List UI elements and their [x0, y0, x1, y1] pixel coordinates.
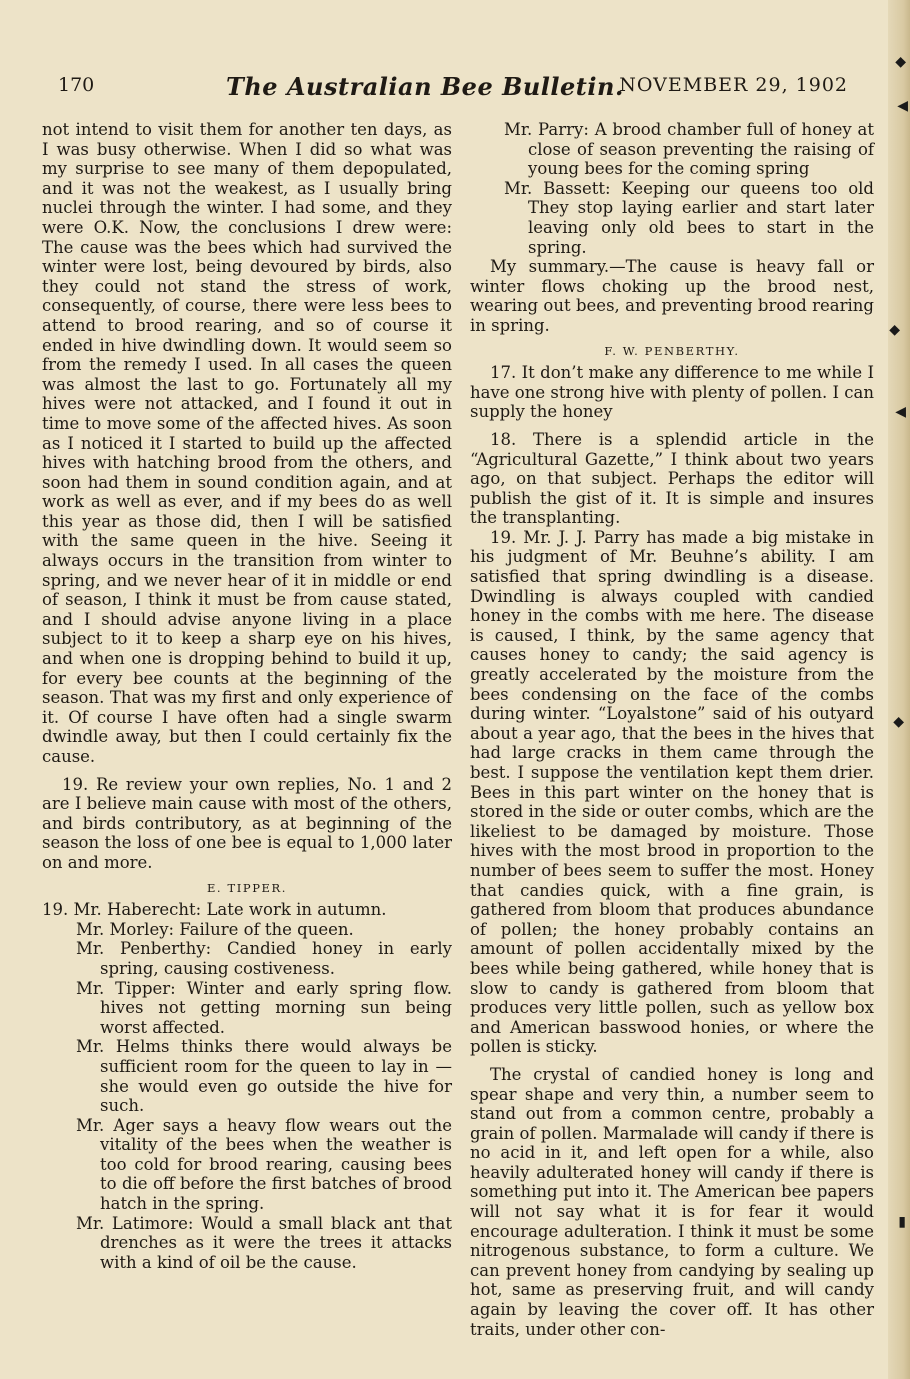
paragraph: 19. Re review your own replies, No. 1 and 2 are I believe main cause with most of the others, and birds contributory, as at beginning of the season the loss of one bee is equal to 1,000 later on and more. — [42, 774, 452, 872]
paragraph: 18. There is a splendid article in the “Agricultural Gazette,” I think about two years ago, on that subject. Perhaps the editor will publish the gist of it. It is simple and insures the transplanting. — [470, 429, 874, 528]
margin-mark: ◀ — [897, 98, 908, 114]
margin-mark: ◆ — [895, 54, 906, 70]
list-item: Mr. Penberthy: Candied honey in early spring, causing costiveness. — [76, 939, 452, 978]
list-item: Mr. Latimore: Would a small black ant that drenches as it were the trees it attacks with a kind of oil be the cause. — [76, 1213, 452, 1272]
list-item: Mr. Ager says a heavy flow wears out the vitality of the bees when the weather is too cold for brood rearing, causing bees to die off before the first batches of brood hatch in the spring. — [76, 1115, 452, 1214]
list-item: Mr. Parry: A brood chamber full of honey at close of season preventing the raising of young bees for the coming spring — [504, 120, 874, 179]
paragraph: not intend to visit them for another ten days, as I was busy otherwise. When I did so what was my surprise to see many of them depopulated, and it was not the weakest, as I usually bring nuclei through the winter. I had some, and they were O.K. Now, the conclusions I drew were: The cause was the bees which had survived the winter were lost, being devoured by birds, also they could not stand the stress of work, consequently, of course, there were less bees to attend to brood rearing, and so of course it ended in hive dwindling down. It would seem so from the remedy I used. In all cases the queen was almost the last to go. Fortunately all my hives were not attacked, and I found it out in time to move some of the affected hives. As soon as I noticed it I started to build up the affected hives with hatching brood from the others, and soon had them in sound condition again, and at work as well as ever, and if my bees do as well this year as those did, then I will be satisfied with the same queen in the hive. Seeing it always occurs in the transition from winter to spring, and we never hear of it in middle or end of season, I think it must be from cause stated, and I should advise anyone living in a place subject to it to keep a sharp eye on his hives, and when one is dropping behind to build it up, for every bee counts at the beginning of the season. That was my first and only experience of it. Of course I have often had a single swarm dwindle away, but then I could certainly fix the cause. — [42, 120, 452, 766]
paragraph: The crystal of candied honey is long and spear shape and very thin, a number seem to stand out from a common centre, probably a grain of pollen. Marmalade will candy if there is no acid in it, and left open for a while, also heavily adulterated honey will candy if there is something put into it. The American bee papers will not say what it is for fear it would encourage adulteration. I think it must be some nitrogenous substance, to form a culture. We can prevent honey from candying by sealing up hot, same as preserving fruit, and will candy again by leaving the cover off. It has other traits, under other con- — [470, 1064, 874, 1339]
publication-title: The Australian Bee Bulletin. — [226, 72, 624, 101]
left-column — [42, 120, 452, 1272]
list-item: Mr. Tipper: Winter and early spring flow. hives not getting morning sun being worst affected. — [76, 978, 452, 1037]
list-item: Mr. Helms thinks there would always be sufficient room for the queen to lay in —she would even go outside the hive for such. — [76, 1037, 452, 1116]
paragraph: 17. It don’t make any difference to me while I have one strong hive with plenty of pollen. I can supply the honey — [470, 363, 874, 422]
running-header — [58, 72, 848, 106]
signature: F. W. PENBERTHY. — [604, 343, 740, 358]
summary: My summary.—The cause is heavy fall or winter flows choking up the brood nest, wearing out bees, and preventing brood rearing in spring. — [470, 257, 874, 335]
paragraph: 19. Mr. J. J. Parry has made a big mistake in his judgment of Mr. Beuhne’s ability. I am satisfied that spring dwindling is a disease. Dwindling is always coupled with candied honey in the combs with me here. The disease is caused, I think, by the same agency that causes honey to candy; the said agency is greatly accelerated by the moisture from the bees condensing on the face of the combs during winter. “Loyalstone” said of his outyard about a year ago, that the bees in the hives that had large cracks in them came through the best. I suppose the ventilation kept them drier. Bees in this part winter on the honey that is stored in the side or outer combs, which are the likeliest to be damaged by moisture. Those hives with the most brood in proportion to the number of bees seem to suffer the most. Honey that candies quick, with a fine grain, is gathered from bloom that produces abundance of pollen; the honey probably contains an amount of pollen accidentally mixed by the bees while being gathered, while honey that is slow to candy is gathered from bloom that produces very little pollen, such as yellow box and American basswood honies, or where the pollen is sticky. — [470, 527, 874, 1057]
signature: E. TIPPER. — [206, 880, 288, 895]
margin-mark: ▮ — [898, 1214, 906, 1230]
list-item: 19. Mr. Haberecht: Late work in autumn. — [42, 900, 387, 920]
margin-mark: ◆ — [889, 322, 900, 338]
list-item: Mr. Morley: Failure of the queen. — [76, 919, 354, 939]
margin-mark: ◀ — [895, 404, 906, 420]
list-item: Mr. Bassett: Keeping our queens too old They stop laying earlier and start later leaving only old bees to start in the spring. — [504, 178, 874, 257]
issue-date: NOVEMBER 29, 1902 — [619, 74, 848, 96]
right-column — [470, 120, 874, 1339]
page-number: 170 — [58, 74, 95, 96]
margin-mark: ◆ — [893, 714, 904, 730]
